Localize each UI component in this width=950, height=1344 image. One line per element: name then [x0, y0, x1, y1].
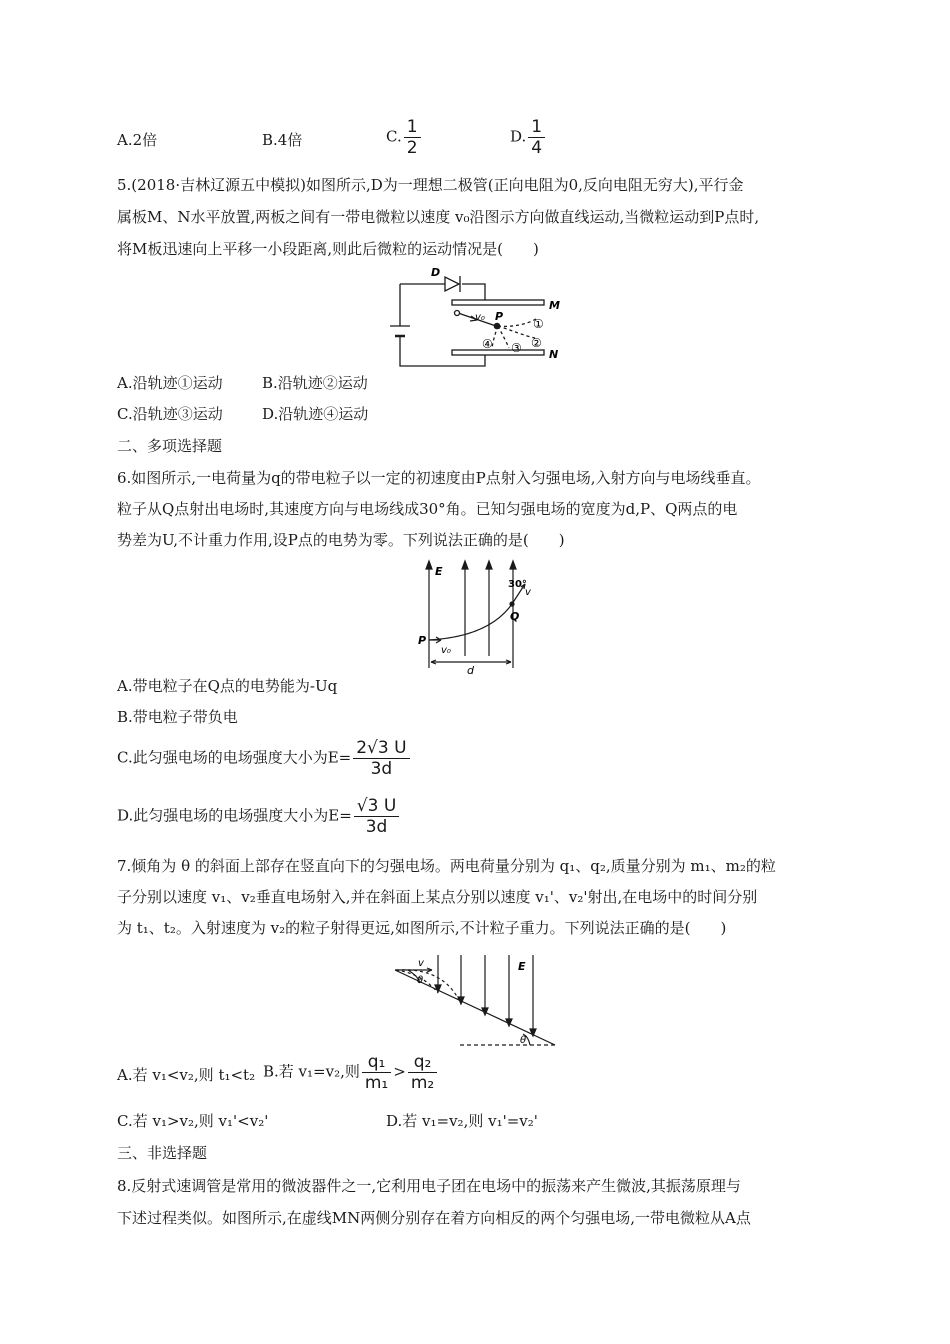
fraction-numerator: 1: [531, 117, 543, 137]
q6-figure-label-v0: v₀: [441, 645, 451, 656]
q4-option-c-prefix: C.: [386, 127, 402, 146]
greater-than-sign: >: [393, 1062, 406, 1081]
q5-option-a[interactable]: A.沿轨迹①运动: [117, 374, 223, 392]
fraction-denominator: 4: [531, 138, 543, 158]
q4-option-d-fraction: [528, 117, 545, 158]
q6-option-c-prefix: C.此匀强电场的电场强度大小为E=: [117, 748, 352, 767]
q6-figure-label-angle: 30°: [508, 579, 527, 590]
q7-stem-line-2: 子分别以速度 v₁、v₂垂直电场射入,并在斜面上某点分别以速度 v₁'、v₂'射出,在电场中的时间分别: [117, 888, 758, 906]
q8-stem-line-2: 下述过程类似。如图所示,在虚线MN两侧分别存在着方向相反的两个匀强电场,一带电微粒从A点: [117, 1209, 751, 1227]
fraction-numerator: 2√3 U: [356, 738, 407, 758]
fraction-numerator: q₂: [413, 1052, 432, 1072]
q6-option-c-fraction: [353, 738, 409, 779]
q7-option-d[interactable]: D.若 v₁=v₂,则 v₁'=v₂': [386, 1112, 538, 1130]
q4-option-d[interactable]: [510, 117, 547, 158]
q4-option-b[interactable]: B.4倍: [262, 131, 303, 149]
q5-stem-line-2: 属板M、N水平放置,两板之间有一带电微粒以速度 v₀沿图示方向做直线运动,当微粒运动到P点时,: [117, 208, 760, 226]
q5-option-d[interactable]: D.沿轨迹④运动: [262, 405, 369, 423]
q6-stem-line-3: 势差为U,不计重力作用,设P点的电势为零。下列说法正确的是( ): [117, 531, 565, 549]
q5-stem-line-3: 将M板迅速向上平移一小段距离,则此后微粒的运动情况是( ): [117, 240, 539, 258]
q5-figure-label-trajectory-2: ②: [531, 336, 542, 350]
fraction-denominator: m₂: [410, 1073, 435, 1093]
fraction-numerator: 1: [406, 117, 418, 137]
q5-stem-line-1: 5.(2018·吉林辽源五中模拟)如图所示,D为一理想二极管(正向电阻为0,反向电阻无穷大),平行金: [117, 176, 744, 194]
section-heading-non-choice: 三、非选择题: [117, 1144, 208, 1162]
q6-field-figure: [415, 558, 550, 676]
q5-option-b[interactable]: B.沿轨迹②运动: [262, 374, 368, 392]
fraction-denominator: m₁: [364, 1073, 389, 1093]
q6-option-c[interactable]: [117, 738, 412, 779]
q7-figure-label-v: v: [418, 958, 424, 969]
q4-option-d-prefix: D.: [510, 127, 527, 146]
q7-figure-label-theta-top: θ: [417, 975, 424, 986]
q7-option-b-fraction-right: [408, 1052, 437, 1093]
q7-stem-line-1: 7.倾角为 θ 的斜面上部存在竖直向下的匀强电场。两电荷量分别为 q₁、q₂,质量分别为 m₁、m₂的粒: [117, 857, 776, 875]
q5-figure-label-n: N: [549, 348, 559, 361]
q7-option-c[interactable]: C.若 v₁>v₂,则 v₁'<v₂': [117, 1112, 269, 1130]
q7-stem-line-3: 为 t₁、t₂。入射速度为 v₂的粒子射得更远,如图所示,不计粒子重力。下列说法正确的是( ): [117, 919, 727, 937]
q5-figure-label-v0: v₀: [475, 312, 485, 323]
q6-option-d[interactable]: [117, 796, 401, 837]
q6-figure-label-p: P: [418, 634, 427, 647]
q5-option-c[interactable]: C.沿轨迹③运动: [117, 405, 223, 423]
fraction-denominator: 3d: [370, 759, 393, 779]
q5-figure-label-d: D: [431, 266, 441, 279]
fraction-numerator: √3 U: [356, 796, 397, 816]
q6-figure-label-v: v: [525, 587, 531, 598]
q4-option-c[interactable]: [386, 117, 423, 158]
q6-figure-label-q: Q: [510, 610, 520, 623]
q7-figure-label-e: E: [518, 960, 526, 973]
q5-circuit-figure: [385, 264, 575, 369]
q7-option-b-prefix: B.若 v₁=v₂,则: [263, 1062, 360, 1081]
q7-option-a[interactable]: A.若 v₁<v₂,则 t₁<t₂: [117, 1066, 256, 1084]
q8-stem-line-1: 8.反射式速调管是常用的微波器件之一,它利用电子团在电场中的振荡来产生微波,其振荡原理与: [117, 1177, 741, 1195]
q5-figure-label-trajectory-4: ④: [482, 337, 493, 351]
q6-option-d-fraction: [354, 796, 400, 837]
q5-figure-label-trajectory-1: ①: [533, 317, 544, 331]
fraction-denominator: 3d: [365, 817, 388, 837]
q4-option-c-fraction: [404, 117, 421, 158]
q6-figure-label-e: E: [435, 565, 443, 578]
q6-stem-line-2: 粒子从Q点射出电场时,其速度方向与电场线成30°角。已知匀强电场的宽度为d,P、Q两点的电: [117, 500, 738, 518]
q5-figure-label-p: P: [495, 310, 504, 323]
q5-figure-label-trajectory-3: ③: [511, 341, 522, 355]
q7-option-b[interactable]: [263, 1052, 439, 1093]
q7-incline-figure: [390, 950, 560, 1048]
q7-option-b-fraction-left: [362, 1052, 391, 1093]
section-heading-multiple-choice: 二、多项选择题: [117, 437, 223, 455]
q6-stem-line-1: 6.如图所示,一电荷量为q的带电粒子以一定的初速度由P点射入匀强电场,入射方向与电场线垂直。: [117, 469, 761, 487]
q6-option-d-prefix: D.此匀强电场的电场强度大小为E=: [117, 806, 352, 825]
q6-figure-label-d: d: [467, 664, 474, 676]
q5-figure-label-m: M: [549, 299, 560, 312]
q6-option-a[interactable]: A.带电粒子在Q点的电势能为-Uq: [117, 677, 338, 695]
q4-option-a[interactable]: A.2倍: [117, 131, 158, 149]
fraction-denominator: 2: [406, 138, 418, 158]
q6-option-b[interactable]: B.带电粒子带负电: [117, 708, 238, 726]
q7-figure-label-theta-bottom: θ: [520, 1035, 527, 1046]
fraction-numerator: q₁: [367, 1052, 386, 1072]
